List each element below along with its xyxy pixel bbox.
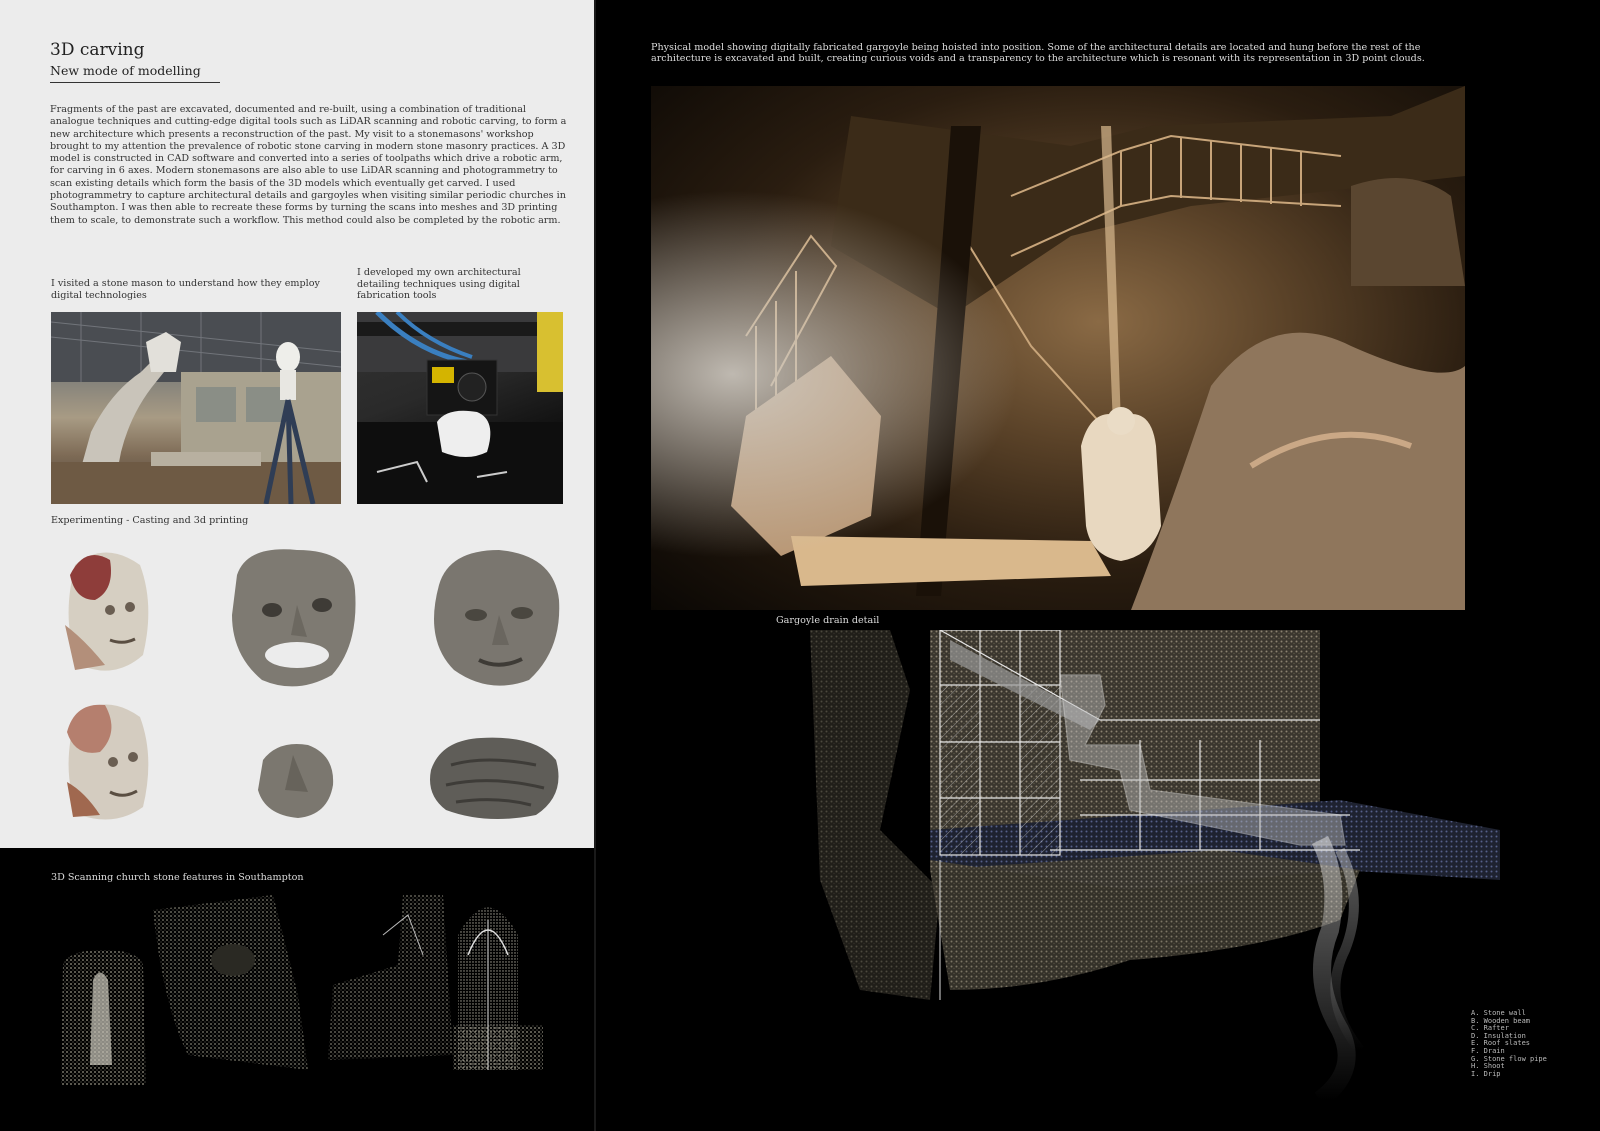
page-subtitle: New mode of modelling: [50, 63, 220, 83]
legend-item: B. Wooden beam: [1471, 1016, 1531, 1025]
legend-item: H. Shoot: [1471, 1062, 1505, 1071]
stonemason-workshop-photo: [51, 312, 341, 504]
page-divider: [594, 0, 596, 1131]
point-cloud-scans: [58, 895, 568, 1085]
clay-nose-fragment: [253, 740, 338, 820]
clay-face: [424, 545, 562, 690]
caption-experimenting: Experimenting - Casting and 3d printing: [51, 515, 249, 526]
cast-face-1: [55, 545, 155, 680]
legend-item: E. Roof slates: [1471, 1039, 1531, 1048]
drawing-legend: [1471, 1010, 1547, 1078]
legend-item: I. Drip: [1471, 1069, 1501, 1078]
clay-hands: [426, 730, 564, 825]
legend-item: A. Stone wall: [1471, 1009, 1526, 1017]
caption-scanning: 3D Scanning church stone features in Southampton: [51, 872, 304, 883]
intro-paragraph: Fragments of the past are excavated, documented and re-built, using a combination of traditional analogue techniques and cutting-edge digital tools such as LiDAR scanning and robotic carving, to form a new architecture which presents a reconstruction of the past. My visit to a stonemasons' workshop brought to my attention the prevalence of robotic stone carving in modern stone masonry practices. A 3D model is constructed in CAD software and converted into a series of toolpaths which drive a robotic arm, for carving in 6 axes. Modern stonemasons are also able to use LiDAR scanning and photogrammetry to scan existing details which form the basis of the 3D models which eventually get carved. I used photogrammetry to capture architectural details and gargoyles when visiting similar periodic churches in Southampton. I was then able to recreate these forms by turning the scans into meshes and 3D printing them to scale, to demonstrate such a workflow. This method could also be completed by the robotic arm.: [50, 104, 567, 226]
left-panel: [0, 0, 594, 848]
caption-fabrication: I developed my own architectural detailing techniques using digital fabrication tools: [357, 267, 521, 301]
legend-item: G. Stone flow pipe: [1471, 1054, 1547, 1063]
3d-printer-photo: [357, 312, 563, 504]
page-title: 3D carving: [50, 40, 145, 60]
drain-caption: Gargoyle drain detail: [776, 615, 880, 626]
legend-item: D. Insulation: [1471, 1031, 1526, 1040]
physical-model-photo: [651, 86, 1465, 610]
caption-stonemason: I visited a stone mason to understand how they employ digital technologies: [51, 278, 320, 301]
model-caption: Physical model showing digitally fabricated gargoyle being hoisted into position. Some of the architectural details are located and hung before the rest of the architecture is excavated and built, creating curious voids and a transparency to the architecture which is resonant with its representation in 3D point clouds.: [651, 42, 1425, 65]
legend-item: C. Rafter: [1471, 1024, 1509, 1033]
legend-item: F. Drain: [1471, 1046, 1505, 1055]
cast-face-2: [55, 697, 155, 827]
gargoyle-drain-drawing: [800, 630, 1550, 1100]
clay-face-open-mouth: [227, 545, 362, 690]
